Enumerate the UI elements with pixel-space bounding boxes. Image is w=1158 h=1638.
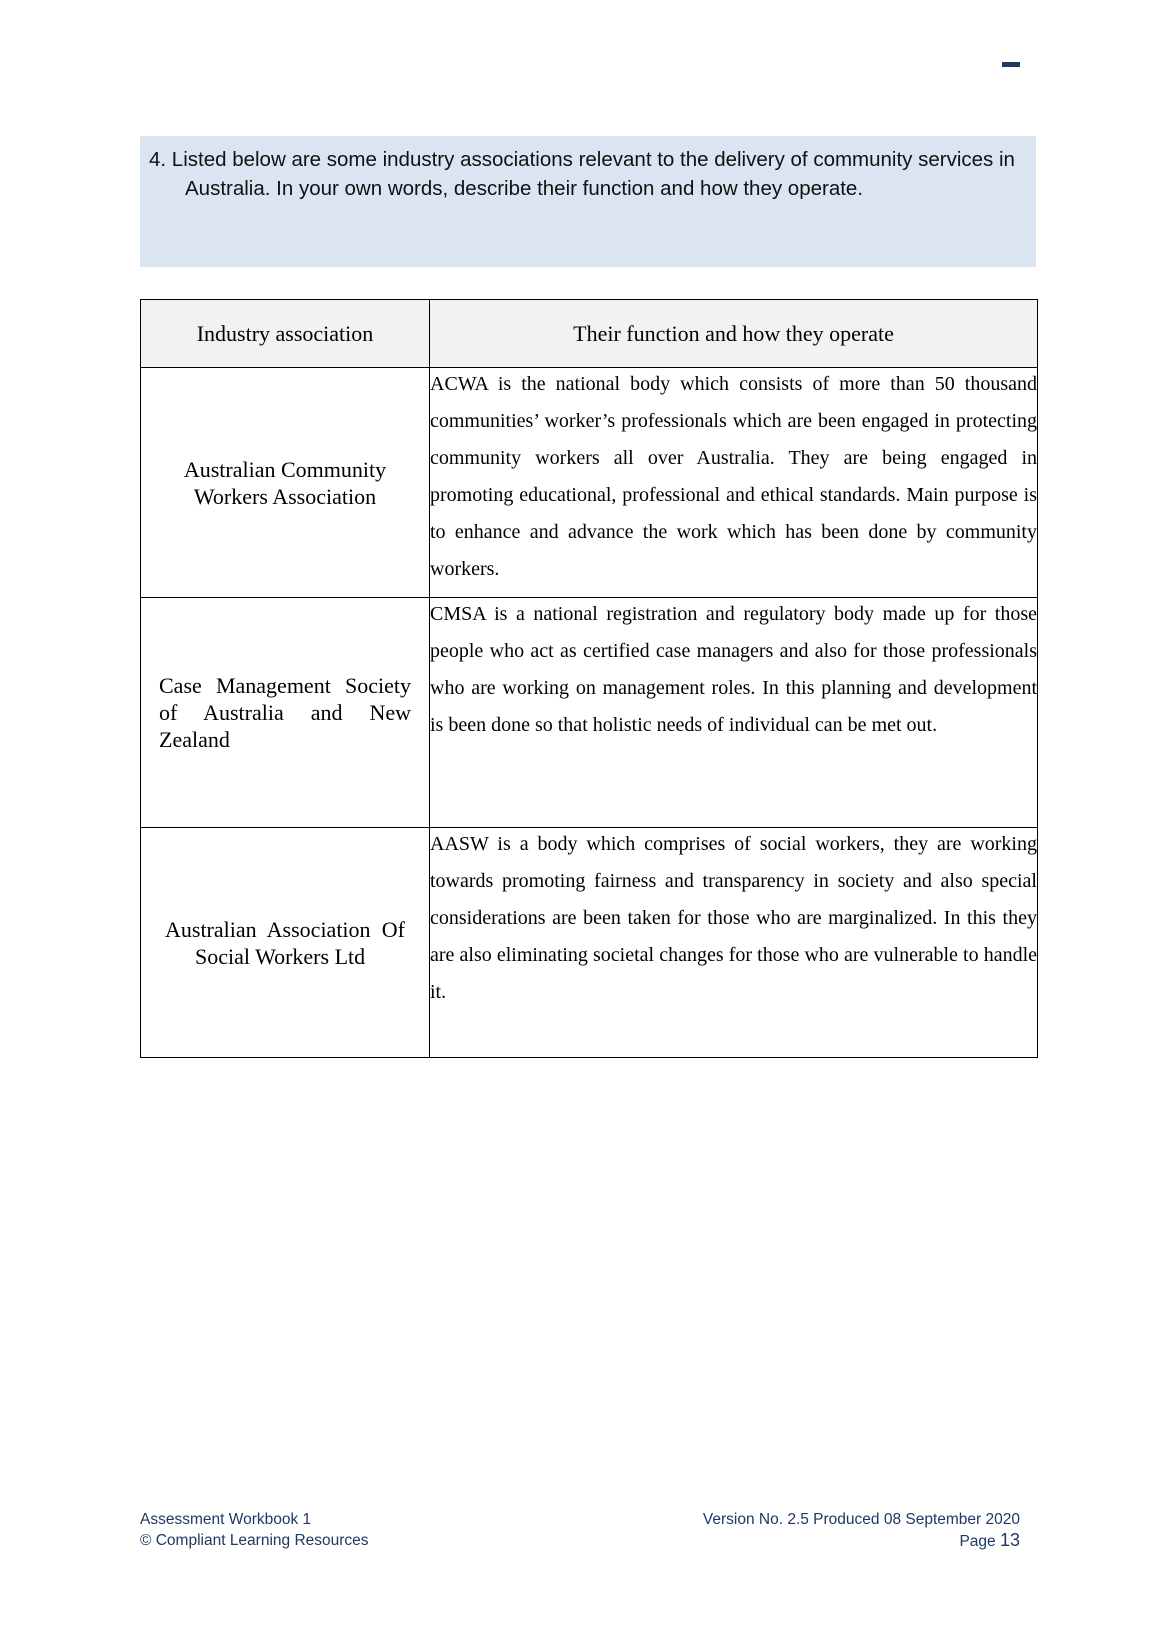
- question-box: [140, 136, 1036, 267]
- page-label: Page: [959, 1533, 996, 1550]
- description-text: AASW is a body which comprises of social workers, they are working towards promoting fairness and transparency in society and also special considerations are been taken for those who are marginalized. In this they are also eliminating societal changes for those who are vulnerable to handle it.: [430, 833, 1037, 1003]
- footer-right: [703, 1509, 1020, 1552]
- association-name-text: Australian Association Of Social Workers Ltd: [165, 916, 405, 969]
- table-row: [141, 828, 1038, 1058]
- table-row: [141, 368, 1038, 598]
- table-row: [141, 598, 1038, 828]
- association-description: [430, 598, 1038, 828]
- footer-left: [140, 1509, 369, 1551]
- page-indicator: [703, 1530, 1020, 1552]
- association-description: [430, 368, 1038, 598]
- question-text: 4. Listed below are some industry associations relevant to the delivery of community services in Australia. In your own words, describe their function and how they operate.: [149, 148, 1015, 200]
- description-text: CMSA is a national registration and regulatory body made up for those people who act as certified case managers and also for those professionals who are working on management roles. In this planning and development is been done so that holistic needs of individual can be met out.: [430, 603, 1037, 736]
- page-number: 13: [999, 1530, 1020, 1550]
- association-description: [430, 828, 1038, 1058]
- header-mark: [1002, 62, 1020, 67]
- association-name: Case Management Society of Australia and New Zealand: [141, 598, 430, 828]
- header-function: Their function and how they operate: [430, 300, 1038, 368]
- description-text: ACWA is the national body which consists of more than 50 thousand communities’ worker’s professionals which are been engaged in protecting community workers all over Australia. They are being engaged in promoting educational, professional and ethical standards. Main purpose is to enhance and advance the work which has been done by community workers.: [430, 373, 1037, 580]
- version-info: Version No. 2.5 Produced 08 September 2020: [702, 1511, 1020, 1528]
- association-name: [141, 828, 430, 1058]
- copyright: © Compliant Learning Resources: [140, 1532, 369, 1549]
- association-name: Australian Community Workers Association: [141, 368, 430, 598]
- header-industry-association: Industry association: [141, 300, 430, 368]
- workbook-title: Assessment Workbook 1: [140, 1511, 312, 1528]
- associations-table: [140, 299, 1038, 1058]
- table-header-row: [141, 300, 1038, 368]
